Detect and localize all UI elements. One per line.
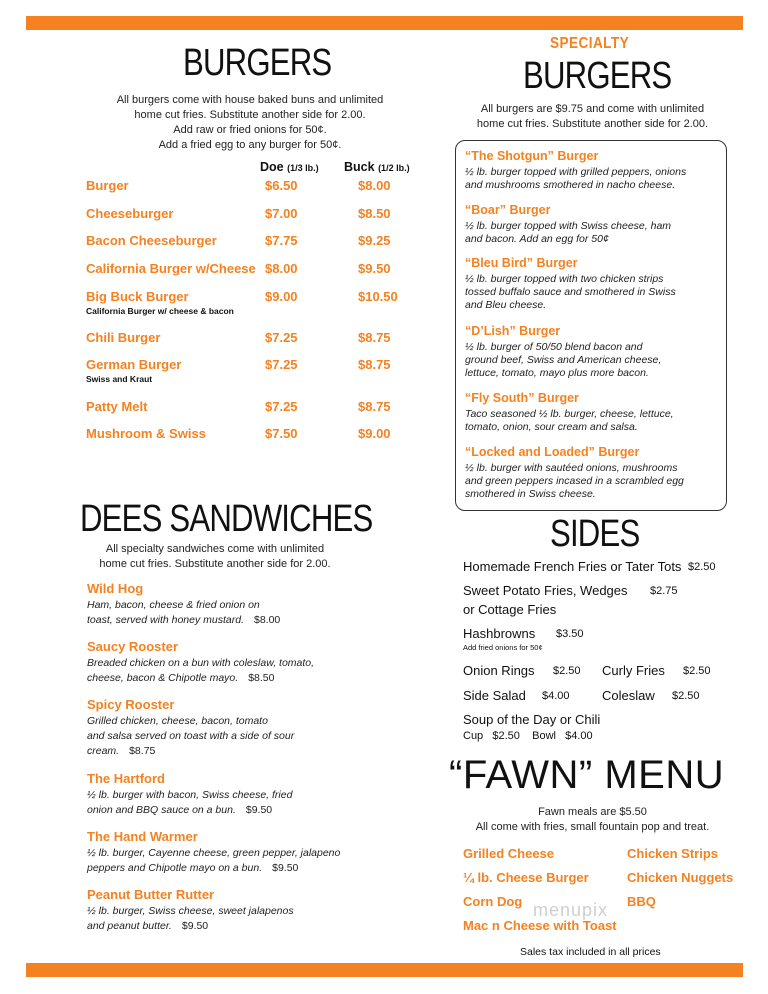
sandwich-desc-text: onion and BBQ sauce on a bun. (87, 804, 236, 816)
sandwich-desc-line (87, 803, 367, 818)
fawn-item-left: Grilled Cheese (463, 846, 555, 861)
burger-doe-price: $7.25 (265, 399, 298, 414)
specialty-item-desc: Taco seasoned ½ lb. burger, cheese, lettuce, (465, 408, 674, 420)
sandwich-desc-text: cream. (87, 745, 120, 757)
sandwich-desc-line (87, 861, 367, 876)
specialty-item-desc: ½ lb. burger with sautéed onions, mushrooms (465, 462, 678, 474)
burgers-title: BURGERS (183, 42, 332, 84)
specialty-title: BURGERS (523, 55, 672, 97)
burger-item-name: Patty Melt (86, 399, 148, 414)
specialty-item-desc: and mushrooms smothered in nacho cheese. (465, 179, 676, 191)
specialty-item-desc: and Bleu cheese. (465, 299, 547, 311)
burger-item-name: Big Buck Burger (86, 289, 189, 304)
burger-item-name: German Burger (86, 357, 182, 372)
side-hash: Hashbrowns (463, 626, 536, 641)
side-curly: Curly Fries (602, 663, 665, 678)
sandwich-price: $9.50 (181, 920, 209, 932)
sandwich-desc-line (87, 656, 367, 671)
specialty-item-name: “Locked and Loaded” Burger (465, 445, 640, 459)
burger-buck-price: $8.50 (358, 206, 391, 221)
side-slaw-price: $2.50 (672, 690, 700, 702)
burger-doe-price: $7.25 (265, 330, 298, 345)
fawn-item-right: BBQ (627, 894, 656, 909)
sandwich-desc-line (87, 904, 367, 919)
sandwich-desc-text: Grilled chicken, cheese, bacon, tomato (87, 715, 268, 727)
burger-doe-price: $7.00 (265, 206, 298, 221)
fawn-item-right: Chicken Strips (627, 846, 719, 861)
specialty-item-name: “Boar” Burger (465, 203, 551, 217)
side-hash-price: $3.50 (556, 628, 584, 640)
sandwich-item-desc (87, 656, 367, 686)
burger-item-name: Mushroom & Swiss (86, 426, 206, 441)
sandwich-desc-text: and peanut butter. (87, 920, 172, 932)
specialty-item-desc: and bacon. Add an egg for 50¢ (465, 233, 609, 245)
sandwich-desc-text: ½ lb. burger, Swiss cheese, sweet jalapenos (87, 905, 294, 917)
burger-item-name: Bacon Cheeseburger (86, 233, 217, 248)
specialty-item-name: “Fly South” Burger (465, 391, 579, 405)
sandwich-price: $8.75 (129, 745, 156, 757)
sandwich-desc-line (87, 729, 367, 744)
side-sweet-price: $2.75 (650, 585, 678, 597)
side-fries-price: $2.50 (688, 561, 716, 573)
side-salad: Side Salad (463, 688, 526, 703)
specialty-notes: All burgers are $9.75 and come with unlimited home cut fries. Substitute another side for 2.00. (476, 103, 709, 130)
burger-doe-price: $7.50 (265, 426, 298, 441)
burger-buck-price: $8.75 (358, 399, 391, 414)
sandwich-desc-line (87, 788, 367, 803)
sandwich-desc-line (87, 714, 367, 729)
burger-buck-price: $9.00 (358, 426, 391, 441)
side-curly-price: $2.50 (683, 665, 711, 677)
sandwich-desc-text: ½ lb. burger with bacon, Swiss cheese, fried (87, 789, 293, 801)
sandwich-price: $9.50 (272, 862, 299, 874)
sandwich-item-name: The Hartford (87, 771, 165, 786)
fawn-item-right: Chicken Nuggets (627, 870, 734, 885)
burger-buck-price: $8.75 (358, 357, 391, 372)
fawn-title: “FAWN” MENU (449, 753, 725, 797)
burger-buck-price: $8.00 (358, 178, 391, 193)
sandwich-price: $8.00 (254, 614, 281, 626)
specialty-item-desc: and green peppers incased in a scrambled egg (465, 475, 684, 487)
burger-item-name: California Burger w/Cheese (86, 261, 256, 276)
side-sweet-2: or Cottage Fries (463, 602, 557, 617)
burger-item-name: Burger (86, 178, 129, 193)
side-hash-note: Add fried onions for 50¢ (463, 643, 543, 652)
bottom-orange-bar (26, 963, 743, 977)
burger-item-note: California Burger w/ cheese & bacon (86, 306, 234, 316)
sandwich-item-name: Peanut Butter Rutter (87, 887, 215, 902)
side-rings-price: $2.50 (553, 665, 581, 677)
specialty-item-desc: ground beef, Swiss and American cheese, (465, 354, 662, 366)
specialty-item-desc: ½ lb. burger topped with grilled peppers, onions (465, 166, 687, 178)
burger-doe-price: $7.75 (265, 233, 298, 248)
sandwich-item-desc (87, 714, 367, 759)
sandwich-item-name: Saucy Rooster (87, 639, 179, 654)
side-slaw: Coleslaw (602, 688, 655, 703)
sandwich-desc-text: and salsa served on toast with a side of sour (87, 730, 295, 742)
specialty-item-desc: ½ lb. burger topped with two chicken strips (465, 273, 664, 285)
sandwiches-notes: All specialty sandwiches come with unlimited home cut fries. Substitute another side for 2.00. (99, 543, 331, 570)
col-header-buck: Buck (1/2 lb.) (344, 160, 410, 174)
fawn-item-left: Mac n Cheese with Toast (463, 918, 617, 933)
sides-title: SIDES (550, 513, 640, 555)
sandwich-item-desc (87, 846, 367, 876)
burger-buck-price: $9.25 (358, 233, 391, 248)
burger-item-name: Chili Burger (86, 330, 161, 345)
sandwiches-title: DEES SANDWICHES (80, 498, 373, 540)
burgers-notes: All burgers come with house baked buns and unlimited home cut fries. Substitute another side for 2.00. Add raw or fried onions for 50¢. Add a fried egg to any burger for 50¢. (116, 94, 384, 151)
burger-doe-price: $9.00 (265, 289, 298, 304)
sandwich-desc-text: Breaded chicken on a bun with coleslaw, tomato, (87, 657, 315, 669)
top-orange-bar (26, 16, 743, 30)
burger-item-note: Swiss and Kraut (86, 374, 153, 384)
sandwich-desc-line (87, 613, 367, 628)
fawn-notes: Fawn meals are $5.50 All come with fries, small fountain pop and treat. (475, 806, 710, 833)
burger-buck-price: $9.50 (358, 261, 391, 276)
sandwich-desc-text: cheese, bacon & Chipotle mayo. (87, 672, 239, 684)
side-rings: Onion Rings (463, 663, 535, 678)
col-header-doe: Doe (1/3 lb.) (260, 160, 319, 174)
specialty-item-desc: smothered in Swiss cheese. (465, 488, 596, 500)
sandwich-desc-text: Ham, bacon, cheese & fried onion on (87, 599, 260, 611)
burger-doe-price: $8.00 (265, 261, 298, 276)
sandwich-desc-line (87, 846, 367, 861)
sandwich-desc-text: peppers and Chipotle mayo on a bun. (87, 862, 263, 874)
sandwich-desc-line (87, 919, 367, 934)
specialty-kicker: SPECIALTY (550, 35, 630, 52)
sandwich-desc-text: toast, served with honey mustard. (87, 614, 244, 626)
sandwich-item-name: Wild Hog (87, 581, 144, 596)
specialty-item-desc: ½ lb. burger of 50/50 blend bacon and (465, 341, 643, 353)
specialty-item-name: “Bleu Bird” Burger (465, 256, 578, 270)
fawn-item-left: Corn Dog (463, 894, 523, 909)
sandwich-desc-line (87, 598, 367, 613)
specialty-item-desc: tossed buffalo sauce and smothered in Swiss (465, 286, 676, 298)
specialty-item-desc: lettuce, tomato, mayo plus more bacon. (465, 367, 649, 379)
burger-item-name: Cheeseburger (86, 206, 174, 221)
sandwich-item-name: Spicy Rooster (87, 697, 175, 712)
side-sweet-1: Sweet Potato Fries, Wedges (463, 583, 628, 598)
tax-note: Sales tax included in all prices (520, 946, 661, 958)
side-soup-sizes: Cup $2.50 Bowl $4.00 (463, 730, 593, 742)
burger-doe-price: $6.50 (265, 178, 298, 193)
sandwich-item-name: The Hand Warmer (87, 829, 198, 844)
specialty-item-desc: ½ lb. burger topped with Swiss cheese, ham (465, 220, 672, 232)
burger-doe-price: $7.25 (265, 357, 298, 372)
fawn-item-left: ¼ lb. Cheese Burger (463, 870, 589, 885)
side-fries: Homemade French Fries or Tater Tots (463, 559, 682, 574)
sandwich-item-desc (87, 598, 367, 628)
specialty-item-name: “D’Lish” Burger (465, 324, 561, 338)
specialty-item-desc: tomato, onion, sour cream and salsa. (465, 421, 638, 433)
side-soup: Soup of the Day or Chili (463, 712, 601, 727)
sandwich-item-desc (87, 904, 367, 934)
burger-buck-price: $8.75 (358, 330, 391, 345)
sandwich-item-desc (87, 788, 367, 818)
specialty-item-name: “The Shotgun” Burger (465, 149, 599, 163)
sandwich-price: $9.50 (245, 804, 273, 816)
watermark: menupix (533, 900, 609, 920)
sandwich-desc-line (87, 744, 367, 759)
sandwich-desc-line (87, 671, 367, 686)
sandwich-desc-text: ½ lb. burger, Cayenne cheese, green pepper, jalapeno (87, 847, 341, 859)
sandwich-price: $8.50 (248, 672, 275, 684)
burger-buck-price: $10.50 (358, 289, 398, 304)
side-salad-price: $4.00 (542, 690, 570, 702)
